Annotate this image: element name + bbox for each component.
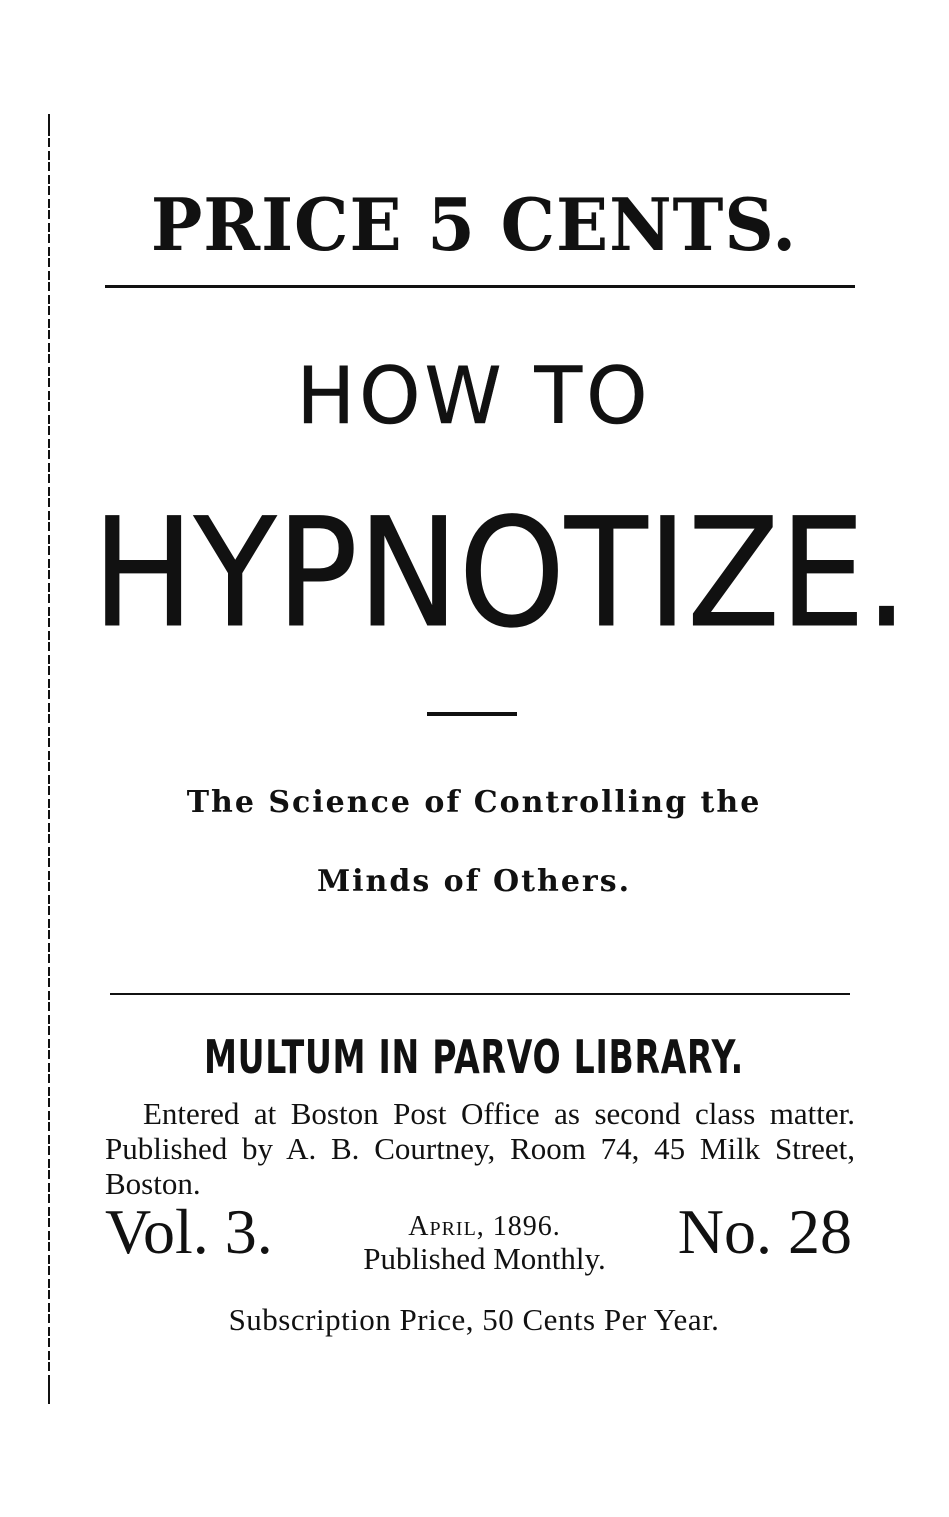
title-line-1: HOW TO [296,352,652,442]
issue-date: April, 1896. [408,1211,561,1242]
postal-entry-notice: Entered at Boston Post Office as second class matter. Published by A. B. Courtney, Room 74, 45 Milk Street, Boston. [105,1096,855,1201]
subscription-price: Subscription Price, 50 Cents Per Year. [228,1302,720,1337]
short-divider [427,712,517,716]
top-rule [105,285,855,288]
library-name: MULTUM IN PARVO LIBRARY. [204,1030,744,1084]
subtitle-line-2: Minds of Others. [316,864,632,899]
title-line-2: HYPNOTIZE. [92,487,909,661]
cover-page [50,112,909,1406]
subtitle-line-1: The Science of Controlling the [186,785,762,820]
publication-frequency: Published Monthly. [363,1241,606,1276]
issue-number: No. 28 [677,1196,852,1267]
lower-rule [110,993,850,995]
price-heading: PRICE 5 CENTS. [150,182,798,267]
volume-number: Vol. 3. [105,1196,273,1267]
